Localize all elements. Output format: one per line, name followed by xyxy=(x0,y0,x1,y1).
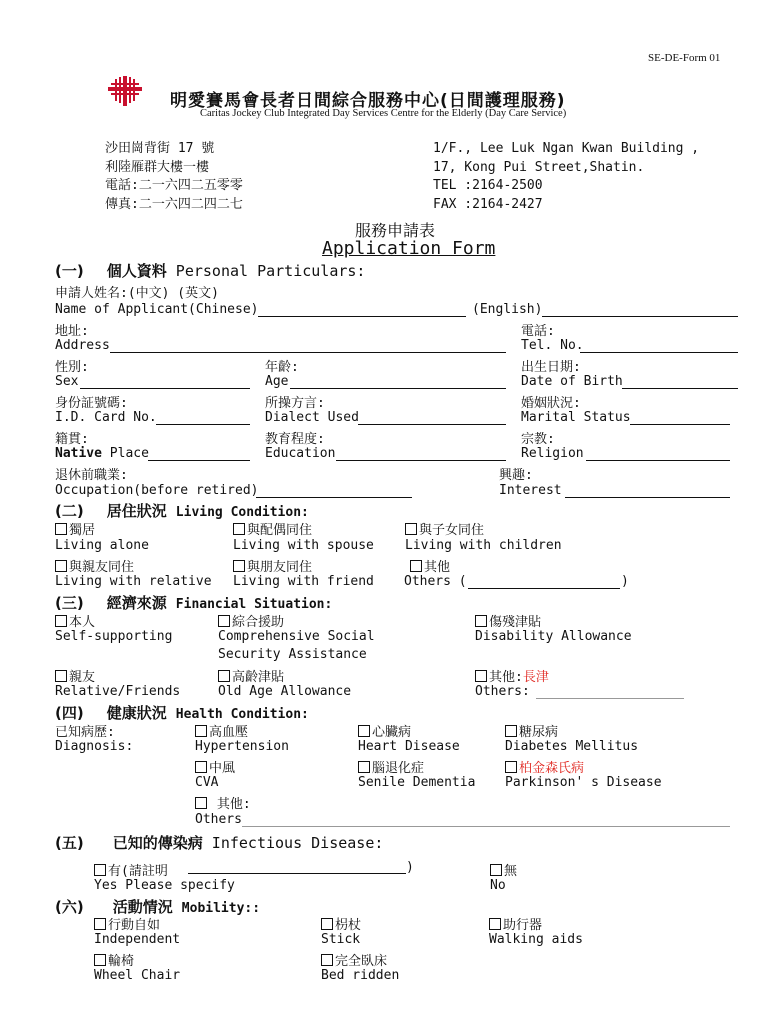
independent-checkbox[interactable]: 行動自如 xyxy=(94,914,160,933)
wheel-chair-label: Wheel Chair xyxy=(94,968,181,983)
living-others-label: Others ( xyxy=(404,574,467,589)
old-age-allowance-label: Old Age Allowance xyxy=(218,684,352,699)
dialect-field[interactable] xyxy=(358,424,506,425)
dob-label-zh: 出生日期: xyxy=(521,360,581,375)
education-label: Education xyxy=(265,446,336,461)
hypertension-checkbox[interactable]: 高血壓 xyxy=(195,721,248,740)
living-others-close: ) xyxy=(621,574,629,589)
diabetes-checkbox[interactable]: 糖尿病 xyxy=(505,721,558,740)
health-others-label: Others xyxy=(195,812,242,827)
infectious-no-checkbox[interactable]: 無 xyxy=(490,860,517,879)
tel-label: Tel. No. xyxy=(521,338,584,353)
id-field[interactable] xyxy=(156,424,250,425)
native-place-field[interactable] xyxy=(148,460,250,461)
living-children-label: Living with children xyxy=(405,538,562,553)
infectious-yes-close: ) xyxy=(406,860,414,875)
interest-label-zh: 興趣: xyxy=(499,468,533,483)
occupation-label-zh: 退休前職業: xyxy=(55,468,128,483)
financial-others-checkbox[interactable]: 其他:長津 xyxy=(475,666,549,685)
dialect-label: Dialect Used xyxy=(265,410,359,425)
infectious-no-label: No xyxy=(490,878,506,893)
section-infectious-heading: (五) 已知的傳染病 Infectious Disease: xyxy=(55,834,384,852)
occupation-field[interactable] xyxy=(256,497,412,498)
living-friend-checkbox[interactable]: 與朋友同住 xyxy=(233,556,312,575)
living-children-checkbox[interactable]: 與子女同住 xyxy=(405,519,484,538)
cva-checkbox[interactable]: 中風 xyxy=(195,757,235,776)
address-field[interactable] xyxy=(110,352,506,353)
walking-aids-label: Walking aids xyxy=(489,932,583,947)
section-personal-heading: (一) 個人資料 Personal Particulars: xyxy=(55,262,366,280)
id-label-zh: 身份証號碼: xyxy=(55,396,128,411)
walking-aids-checkbox[interactable]: 助行器 xyxy=(489,914,542,933)
form-title-zh: 服務申請表 xyxy=(355,221,436,240)
marital-field[interactable] xyxy=(630,424,730,425)
cssa-label-1: Comprehensive Social xyxy=(218,629,375,644)
education-field[interactable] xyxy=(336,460,506,461)
stick-label: Stick xyxy=(321,932,361,947)
living-friend-label: Living with friend xyxy=(233,574,374,589)
applicant-name-english-field[interactable] xyxy=(542,316,738,317)
bed-ridden-label: Bed ridden xyxy=(321,968,400,983)
self-supporting-label: Self-supporting xyxy=(55,629,173,644)
diagnosis-label-zh: 已知病歷: xyxy=(55,725,115,740)
living-others-checkbox[interactable]: 其他 xyxy=(410,556,450,575)
applicant-name-label: Name of Applicant(Chinese) xyxy=(55,302,259,317)
dialect-label-zh: 所操方言: xyxy=(265,396,325,411)
tel-field[interactable] xyxy=(580,352,738,353)
stick-checkbox[interactable]: 枴杖 xyxy=(321,914,361,933)
religion-label: Religion xyxy=(521,446,584,461)
financial-others-value: 長津 xyxy=(522,670,549,685)
address-en: 1/F., Lee Luk Ngan Kwan Building , 17, Kong Pui Street,Shatin. TEL :2164-2500 FAX :2164-2427 xyxy=(433,141,700,212)
living-alone-checkbox[interactable]: 獨居 xyxy=(55,519,95,538)
address-zh: 沙田崗背街 17 號 利陸雁群大樓一樓 電話:二一六四二五零零 傳真:二一六四二四二七 xyxy=(105,141,243,212)
living-others-field[interactable] xyxy=(468,588,620,589)
cva-label: CVA xyxy=(195,775,219,790)
dementia-checkbox[interactable]: 腦退化症 xyxy=(358,757,424,776)
financial-others-label: Others: xyxy=(475,684,530,699)
independent-label: Independent xyxy=(94,932,181,947)
interest-field[interactable] xyxy=(565,497,730,498)
living-alone-label: Living alone xyxy=(55,538,149,553)
sex-label-zh: 性別: xyxy=(55,360,89,375)
marital-label: Marital Status xyxy=(521,410,631,425)
wheel-chair-checkbox[interactable]: 輪椅 xyxy=(94,950,134,969)
tel-label-zh: 電話: xyxy=(521,324,555,339)
bed-ridden-checkbox[interactable]: 完全臥床 xyxy=(321,950,387,969)
disability-allowance-label: Disability Allowance xyxy=(475,629,632,644)
section-financial-heading: (三) 經濟來源 Financial Situation: xyxy=(55,594,333,612)
address-label-zh: 地址: xyxy=(55,324,89,339)
parkinsons-checkbox[interactable]: 柏金森氏病 xyxy=(505,757,584,776)
age-field[interactable] xyxy=(290,388,506,389)
age-label-zh: 年齡: xyxy=(265,360,299,375)
living-spouse-label: Living with spouse xyxy=(233,538,374,553)
infectious-specify-field[interactable] xyxy=(188,873,406,874)
heart-disease-label: Heart Disease xyxy=(358,739,460,754)
form-title-en: Application Form xyxy=(322,238,496,259)
marital-label-zh: 婚姻狀況: xyxy=(521,396,581,411)
religion-field[interactable] xyxy=(586,460,730,461)
self-supporting-checkbox[interactable]: 本人 xyxy=(55,611,95,630)
form-code: SE-DE-Form 01 xyxy=(648,52,721,64)
section-health-heading: (四) 健康狀況 Health Condition: xyxy=(55,704,309,722)
sex-label: Sex xyxy=(55,374,79,389)
financial-others-field[interactable] xyxy=(536,698,684,699)
applicant-name-label-zh: 申請人姓名:(中文) (英文) xyxy=(55,286,219,301)
infectious-yes-label: Yes Please specify xyxy=(94,878,235,893)
hypertension-label: Hypertension xyxy=(195,739,289,754)
age-label: Age xyxy=(265,374,289,389)
old-age-allowance-checkbox[interactable]: 高齡津貼 xyxy=(218,666,284,685)
parkinsons-label: Parkinson' s Disease xyxy=(505,775,662,790)
org-name-zh: 明愛賽馬會長者日間綜合服務中心(日間護理服務) xyxy=(170,91,566,111)
section-mobility-heading: (六) 活動情況 Mobility:: xyxy=(55,898,261,916)
infectious-yes-checkbox[interactable]: 有(請註明 xyxy=(94,860,168,879)
interest-label: Interest xyxy=(499,483,562,498)
cssa-checkbox[interactable]: 綜合援助 xyxy=(218,611,284,630)
relative-friends-label: Relative/Friends xyxy=(55,684,181,699)
dob-field[interactable] xyxy=(622,388,738,389)
cssa-label-2: Security Assistance xyxy=(218,647,367,662)
caritas-logo-icon xyxy=(108,76,142,106)
heart-disease-checkbox[interactable]: 心臟病 xyxy=(358,721,411,740)
org-name-en: Caritas Jockey Club Integrated Day Services Centre for the Elderly (Day Care Service) xyxy=(200,108,567,119)
disability-allowance-checkbox[interactable]: 傷殘津貼 xyxy=(475,611,541,630)
id-label: I.D. Card No. xyxy=(55,410,157,425)
native-label-zh: 籍貫: xyxy=(55,432,89,447)
health-others-checkbox[interactable]: 其他: xyxy=(195,793,251,812)
native-place-label: Native Place xyxy=(55,446,149,461)
address-label: Address xyxy=(55,338,110,353)
section-living-heading: (二) 居住狀況 Living Condition: xyxy=(55,502,309,520)
dob-label: Date of Birth xyxy=(521,374,623,389)
education-label-zh: 教育程度: xyxy=(265,432,325,447)
relative-friends-checkbox[interactable]: 親友 xyxy=(55,666,95,685)
occupation-label: Occupation(before retired) xyxy=(55,483,259,498)
living-spouse-checkbox[interactable]: 與配偶同住 xyxy=(233,519,312,538)
living-relative-checkbox[interactable]: 與親友同住 xyxy=(55,556,134,575)
diabetes-label: Diabetes Mellitus xyxy=(505,739,639,754)
sex-field[interactable] xyxy=(80,388,250,389)
dementia-label: Senile Dementia xyxy=(358,775,476,790)
living-relative-label: Living with relative xyxy=(55,574,212,589)
religion-label-zh: 宗教: xyxy=(521,432,555,447)
english-name-label: (English) xyxy=(472,302,543,317)
health-others-field[interactable] xyxy=(242,826,730,827)
diagnosis-label: Diagnosis: xyxy=(55,739,134,754)
applicant-name-chinese-field[interactable] xyxy=(258,316,466,317)
